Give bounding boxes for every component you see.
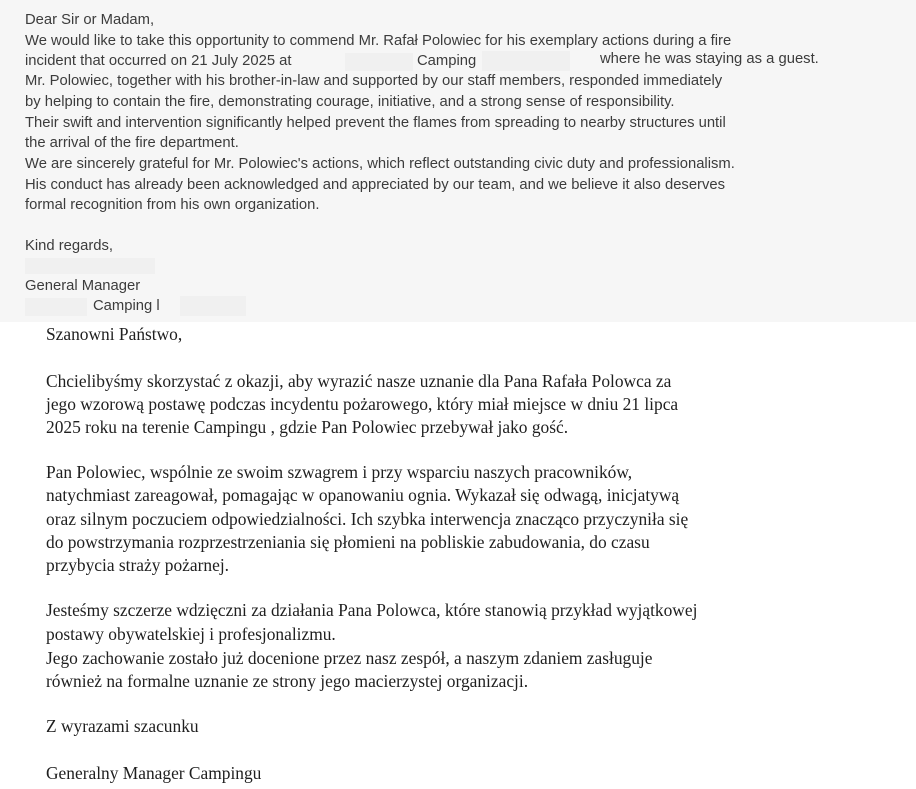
paragraph-line: natychmiast zareagował, pomagając w opanowaniu ognia. Wykazał się odwagą, inicjatywą [46, 485, 680, 505]
paragraph-line: Pan Polowiec, wspólnie ze swoim szwagrem i przy wsparciu naszych pracowników, [46, 462, 633, 482]
signature: Generalny Manager Campingu [46, 763, 262, 783]
paragraph-line: Jesteśmy szczerze wdzięczni za działania Pana Polowca, które stanowią przykład wyjątkowej [46, 600, 698, 620]
body-line: Mr. Polowiec, together with his brother-in-law and supported by our staff members, responded immediately [25, 73, 723, 89]
body-line: the arrival of the fire department. [25, 135, 239, 151]
signature-org: Camping l [93, 298, 160, 314]
paragraph-line: jego wzorową postawę podczas incydentu pożarowego, który miał miejsce w dniu 21 lipca [46, 394, 679, 414]
body-line: Their swift and intervention significantly helped prevent the flames from spreading to nearby structures until [25, 115, 726, 131]
signature-title: General Manager [25, 278, 141, 294]
body-line: We are sincerely grateful for Mr. Polowiec's actions, which reflect outstanding civic duty and professionalism. [25, 156, 735, 172]
greeting: Dear Sir or Madam, [25, 12, 155, 28]
body-line: formal recognition from his own organization. [25, 197, 320, 213]
paragraph-line: 2025 roku na terenie Campingu , gdzie Pan Polowiec przebywał jako gość. [46, 417, 569, 437]
paragraph-line: Jego zachowanie zostało już docenione przez nasz zespół, a naszym zdaniem zasługuje [46, 648, 653, 668]
paragraph-line: postawy obywatelskiej i profesjonalizmu. [46, 624, 336, 644]
body-line: We would like to take this opportunity to commend Mr. Rafał Polowiec for his exemplary actions during a fire [25, 33, 732, 49]
closing: Kind regards, [25, 238, 114, 254]
paragraph-line: Chcielibyśmy skorzystać z okazji, aby wyrazić nasze uznanie dla Pana Rafała Polowca za [46, 371, 672, 391]
body-line: by helping to contain the fire, demonstrating courage, initiative, and a strong sense of responsibility. [25, 94, 675, 110]
paragraph-line: przybycia straży pożarnej. [46, 555, 229, 575]
paragraph-line: oraz silnym poczuciem odpowiedzialności. Ich szybka interwencja znacząco przyczyniła się [46, 509, 689, 529]
closing: Z wyrazami szacunku [46, 716, 199, 736]
body-line: Camping [417, 53, 477, 69]
paragraph-line: również na formalne uznanie ze strony jego macierzystej organizacji. [46, 671, 529, 691]
body-line: incident that occurred on 21 July 2025 at [25, 53, 292, 69]
body-line: where he was staying as a guest. [600, 51, 819, 67]
greeting: Szanowni Państwo, [46, 324, 183, 344]
paragraph-line: do powstrzymania rozprzestrzeniania się płomieni na pobliskie zabudowania, do czasu [46, 532, 650, 552]
body-line: His conduct has already been acknowledged and appreciated by our team, and we believe it also deserves [25, 177, 725, 193]
